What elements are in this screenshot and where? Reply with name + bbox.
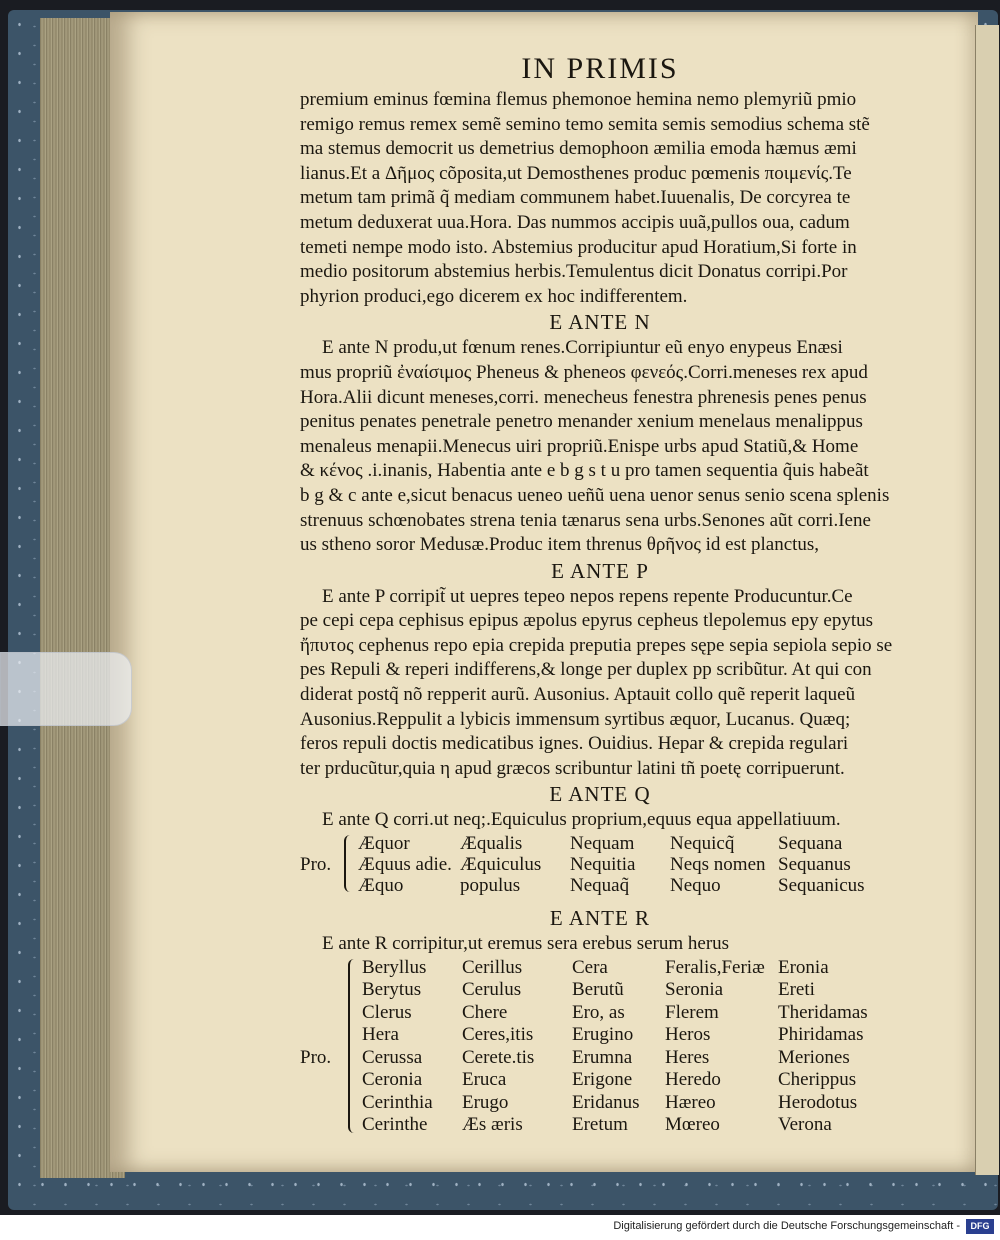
table-cell: Cerinthia bbox=[362, 1091, 433, 1113]
text-line: ἤπυτος cephenus repo epia crepida preputia prepes sępe sepia sepiola sepio se bbox=[300, 634, 893, 656]
table-cell: Erigone bbox=[572, 1069, 633, 1091]
table-cell: Nequicq̃ bbox=[670, 833, 735, 855]
table-cell: Theridamas bbox=[778, 1001, 868, 1023]
table-cell: Clerus bbox=[362, 1001, 412, 1023]
text-line: lianus.Et a Δῆμος cõposita,ut Demosthenes produc pœmenis ποιμενίς.Te bbox=[300, 162, 852, 184]
text-line: menaleus menapii.Menecus uiri propriũ.Enispe urbs apud Statiũ,& Home bbox=[300, 435, 859, 457]
brace-mark bbox=[348, 959, 358, 1133]
table-cell: Feralis,Feriæ bbox=[665, 956, 765, 978]
table-cell: Ero, as bbox=[572, 1001, 625, 1023]
table-cell: Erugo bbox=[462, 1091, 509, 1113]
table-cell: Erumna bbox=[572, 1046, 633, 1068]
text-line: & κένος .i.inanis, Habentia ante e b g s t u pro tamen sequentia q̃uis habeãt bbox=[300, 460, 869, 482]
table-cell: Nequitia bbox=[570, 854, 636, 876]
text-line: b g & c ante e,sicut benacus ueneo ueñũ uena uenor senus senio scena splenis bbox=[300, 484, 890, 506]
pro-label: Pro. bbox=[300, 1046, 332, 1068]
table-cell: Eretum bbox=[572, 1114, 628, 1136]
table-cell: Nequaq̃ bbox=[570, 875, 630, 897]
table-cell: Cerete.tis bbox=[462, 1046, 535, 1068]
table-cell: Phiridamas bbox=[778, 1024, 864, 1046]
table-cell: populus bbox=[460, 875, 521, 897]
table-cell: Flerem bbox=[665, 1001, 719, 1023]
table-cell: Cerinthe bbox=[362, 1114, 428, 1136]
table-cell: Herodotus bbox=[778, 1091, 858, 1113]
table-cell: Æs æris bbox=[462, 1114, 523, 1136]
table-cell: Neqs nomen bbox=[670, 854, 766, 876]
text-line: phyrion produci,ego dicerem ex hoc indifferentem. bbox=[300, 285, 688, 307]
text-line: mus propriũ ἐναίσιμος Pheneus & pheneos φενεός.Corri.meneses rex apud bbox=[300, 361, 868, 383]
table-cell: Hera bbox=[362, 1024, 399, 1046]
section-title-e-ante-r: E ANTE R bbox=[549, 906, 651, 931]
text-line: metum tam primã q̃ mediam communem habet.Iuuenalis, De corcyrea te bbox=[300, 187, 851, 209]
table-cell: Meriones bbox=[778, 1046, 850, 1068]
table-cell: Sequanus bbox=[778, 854, 851, 876]
pro-label: Pro. bbox=[300, 854, 332, 876]
table-cell: Berytus bbox=[362, 979, 422, 1001]
table-cell: Nequam bbox=[570, 833, 635, 855]
footer-credit: Digitalisierung gefördert durch die Deutsche Forschungsgemeinschaft - bbox=[613, 1220, 960, 1232]
table-cell: Cera bbox=[572, 956, 608, 978]
dfg-logo: DFG bbox=[966, 1219, 994, 1234]
text-line: E ante Q corri.ut neq;.Equiculus proprium,equus equa appellatiuum. bbox=[322, 809, 841, 831]
table-cell: Eruca bbox=[462, 1069, 507, 1091]
table-cell: Cherippus bbox=[778, 1069, 857, 1091]
table-e-ante-q bbox=[300, 833, 900, 905]
footer-bar bbox=[0, 1215, 1000, 1240]
table-cell: Eridanus bbox=[572, 1091, 640, 1113]
table-cell: Sequana bbox=[778, 833, 843, 855]
text-line: ter prducũtur,quia η apud græcos scribuntur latini tñ poetę corripuerunt. bbox=[300, 757, 845, 779]
table-cell: Sequanicus bbox=[778, 875, 865, 897]
table-cell: Verona bbox=[778, 1114, 832, 1136]
bookmark-tab bbox=[0, 652, 132, 726]
text-line: E ante P corripit̃ ut uepres tepeo nepos repens repente Producuntur.Ce bbox=[322, 585, 853, 607]
table-cell: Ceronia bbox=[362, 1069, 423, 1091]
page-text bbox=[300, 52, 900, 1147]
table-cell: Ceres,itis bbox=[462, 1024, 534, 1046]
table-cell: Berutũ bbox=[572, 979, 624, 1001]
text-line: us stheno soror Medusæ.Produc item threnus θρῆνος id est planctus, bbox=[300, 534, 820, 556]
text-line: feros repuli doctis medicatibus ignes. Ouidius. Hepar & crepida regulari bbox=[300, 733, 849, 755]
table-cell: Æquus adie. bbox=[358, 854, 452, 876]
table-cell: Hæreo bbox=[665, 1091, 716, 1113]
table-cell: Heredo bbox=[665, 1069, 721, 1091]
table-cell: Erugino bbox=[572, 1024, 634, 1046]
table-e-ante-r bbox=[300, 957, 900, 1147]
text-line: strenuus schœnobates strena tenia tænarus sena urbs.Senones aũt corri.Iene bbox=[300, 509, 871, 531]
section-r-intro: E ante R corripitur,ut eremus sera erebus serum herus bbox=[322, 933, 730, 955]
table-cell: Heres bbox=[665, 1046, 710, 1068]
table-cell: Cerillus bbox=[462, 956, 523, 978]
table-cell: Seronia bbox=[665, 979, 724, 1001]
section-title: E ANTE P bbox=[551, 558, 649, 583]
table-cell: Chere bbox=[462, 1001, 508, 1023]
text-sections bbox=[300, 88, 900, 833]
text-line: pes Repuli & reperi indifferens,& longe per duplex pp scribũtur. At qui con bbox=[300, 659, 872, 681]
table-cell: Æquor bbox=[358, 833, 410, 855]
text-line: medio positorum abstemius herbis.Temulentus dicit Donatus corripi.Por bbox=[300, 261, 848, 283]
text-line: Hora.Alii dicunt meneses,corri. menecheus fenestra phrenesis penes penus bbox=[300, 386, 867, 408]
text-line: E ante N produ,ut fœnum renes.Corripiuntur eũ enyo enypeus Enæsi bbox=[322, 337, 843, 359]
section-title: E ANTE N bbox=[549, 310, 651, 335]
table-cell: Nequo bbox=[670, 875, 721, 897]
text-line: ma stemus democrit us demetrius demophoon æmilia emoda hæmus æmi bbox=[300, 138, 857, 160]
table-cell: Beryllus bbox=[362, 956, 427, 978]
brace-mark bbox=[344, 835, 354, 892]
text-line: diderat postq̃ nõ repperit aurũ. Ausonius. Aptauit collo quẽ reperit laqueũ bbox=[300, 684, 856, 706]
table-cell: Æquiculus bbox=[460, 854, 542, 876]
text-line: temeti nempe modo isto. Abstemius producitur apud Horatium,Si forte in bbox=[300, 236, 857, 258]
text-line: metum deduxerat uua.Hora. Das nummos accipis uuã,pullos oua, cadum bbox=[300, 211, 850, 233]
facing-page-edge bbox=[975, 25, 999, 1175]
page-heading: IN PRIMIS bbox=[521, 52, 679, 85]
text-line: premium eminus fœmina flemus phemonoe hemina nemo plemyriũ pmio bbox=[300, 89, 857, 110]
table-cell: Æquo bbox=[358, 875, 404, 897]
table-cell: Cerulus bbox=[462, 979, 522, 1001]
table-cell: Heros bbox=[665, 1024, 711, 1046]
section-title: E ANTE Q bbox=[549, 782, 651, 807]
table-cell: Æqualis bbox=[460, 833, 523, 855]
text-line: penitus penates penetrale penetro menander xenium menelaus menalippus bbox=[300, 411, 863, 433]
text-line: remigo remus remex semẽ semino temo semita semis semodius schema stẽ bbox=[300, 113, 870, 135]
text-line: pe cepi cepa cephisus epipus æpolus epyrus cepheus tlepolemus epy epytus bbox=[300, 610, 874, 632]
table-cell: Ereti bbox=[778, 979, 815, 1001]
table-cell: Cerussa bbox=[362, 1046, 423, 1068]
table-cell: Mœreo bbox=[665, 1114, 720, 1136]
table-cell: Eronia bbox=[778, 956, 829, 978]
text-line: Ausonius.Reppulit a lybicis immensum syrtibus æquor, Lucanus. Quæq; bbox=[300, 708, 851, 730]
